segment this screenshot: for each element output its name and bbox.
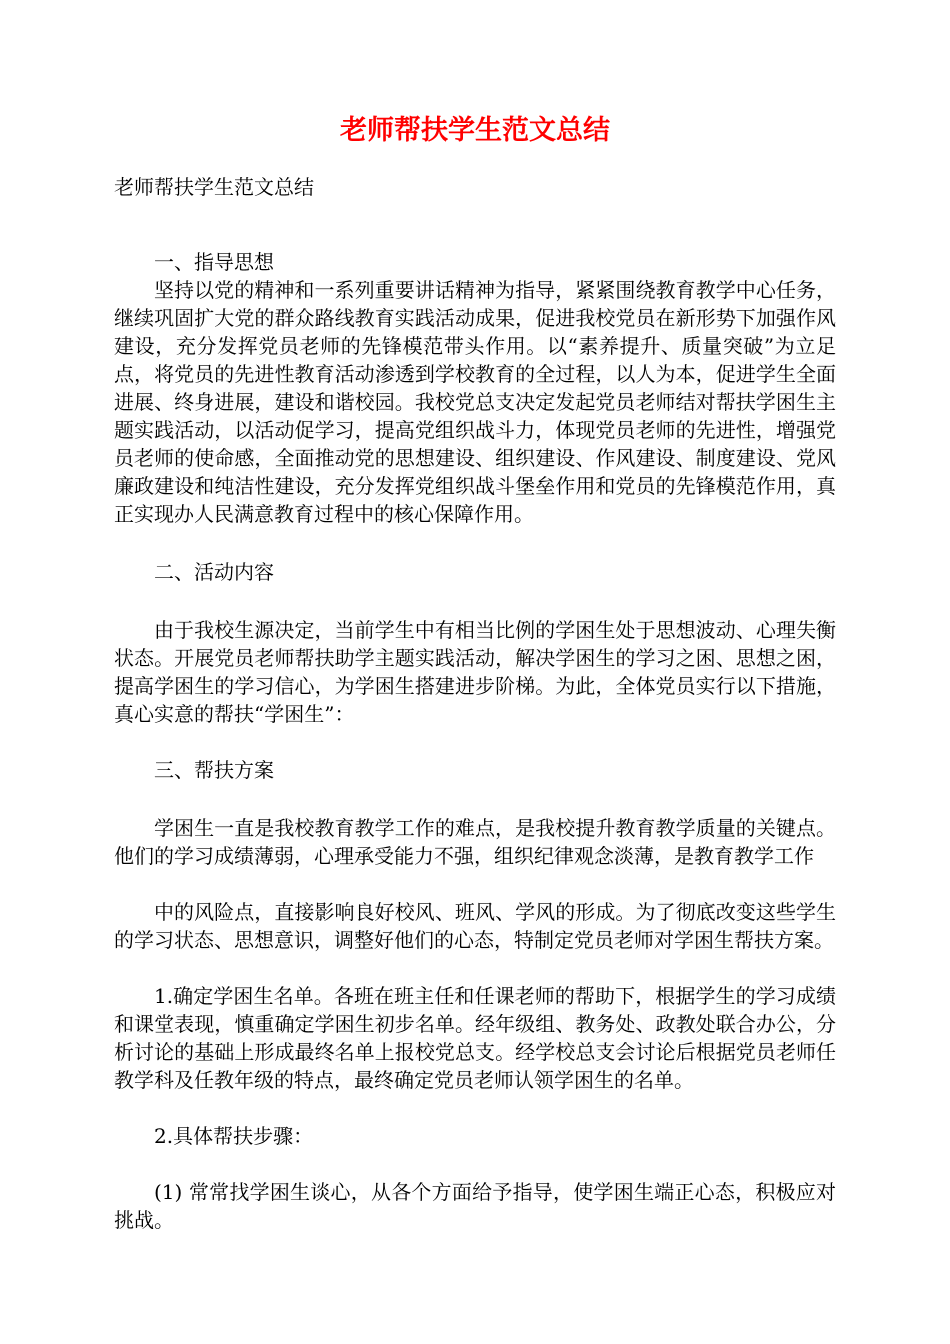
list-item-step-1: (1) 常常找学困生谈心，从各个方面给予指导，使学困生端正心态，积极应对挑战。 bbox=[114, 1180, 836, 1232]
paragraph-guiding-thought: 坚持以党的精神和一系列重要讲话精神为指导，紧紧围绕教育教学中心任务，继续巩固扩大党的群众路线教育实践活动成果，促进我校党员在新形势下加强作风建设，充分发挥党员老师的先锋模范带头作用。以“素养提升、质量突破”为立足点，将党员的先进性教育活动渗透到学校教育的全过程，以人为本，促进学生全面进展、终身进展，建设和谐校园。我校党总支决定发起党员老师结对帮扶学困生主题实践活动，以活动促学习，提高党组织战斗力，体现党员老师的先进性，增强党员老师的使命感，全面推动党的思想建设、组织建设、作风建设、制度建设、党风廉政建设和纯洁性建设，充分发挥党组织战斗堡垒作用和党员的先锋模范作用，真正实现办人民满意教育过程中的核心保障作用。 bbox=[114, 278, 836, 526]
list-item-determine-list: 1.确定学困生名单。各班在班主任和任课老师的帮助下，根据学生的学习成绩和课堂表现，慎重确定学困生初步名单。经年级组、教务处、政教处联合办公，分析讨论的基础上形成最终名单上报校党总支。经学校总支会讨论后根据党员老师任教学科及任教年级的特点，最终确定党员老师认领学困生的名单。 bbox=[114, 984, 836, 1092]
section-heading-activity-content: 二、活动内容 bbox=[154, 560, 274, 584]
document-title: 老师帮扶学生范文总结 bbox=[340, 115, 610, 146]
paragraph-assistance-plan-1: 学困生一直是我校教育教学工作的难点，是我校提升教育教学质量的关键点。他们的学习成绩薄弱，心理承受能力不强，组织纪律观念淡薄，是教育教学工作 bbox=[114, 816, 836, 868]
section-heading-assistance-plan: 三、帮扶方案 bbox=[154, 758, 274, 782]
list-item-assistance-steps: 2.具体帮扶步骤： bbox=[154, 1124, 314, 1148]
section-heading-guiding-thought: 一、指导思想 bbox=[154, 250, 274, 274]
paragraph-assistance-plan-2: 中的风险点，直接影响良好校风、班风、学风的形成。为了彻底改变这些学生的学习状态、思想意识，调整好他们的心态，特制定党员老师对学困生帮扶方案。 bbox=[114, 900, 836, 952]
paragraph-activity-content: 由于我校生源决定，当前学生中有相当比例的学困生处于思想波动、心理失衡状态。开展党员老师帮扶助学主题实践活动，解决学困生的学习之困、思想之困，提高学困生的学习信心，为学困生搭建进步阶梯。为此，全体党员实行以下措施，真心实意的帮扶“学困生”： bbox=[114, 618, 836, 726]
document-subtitle: 老师帮扶学生范文总结 bbox=[114, 175, 314, 199]
document-body bbox=[114, 248, 836, 1234]
